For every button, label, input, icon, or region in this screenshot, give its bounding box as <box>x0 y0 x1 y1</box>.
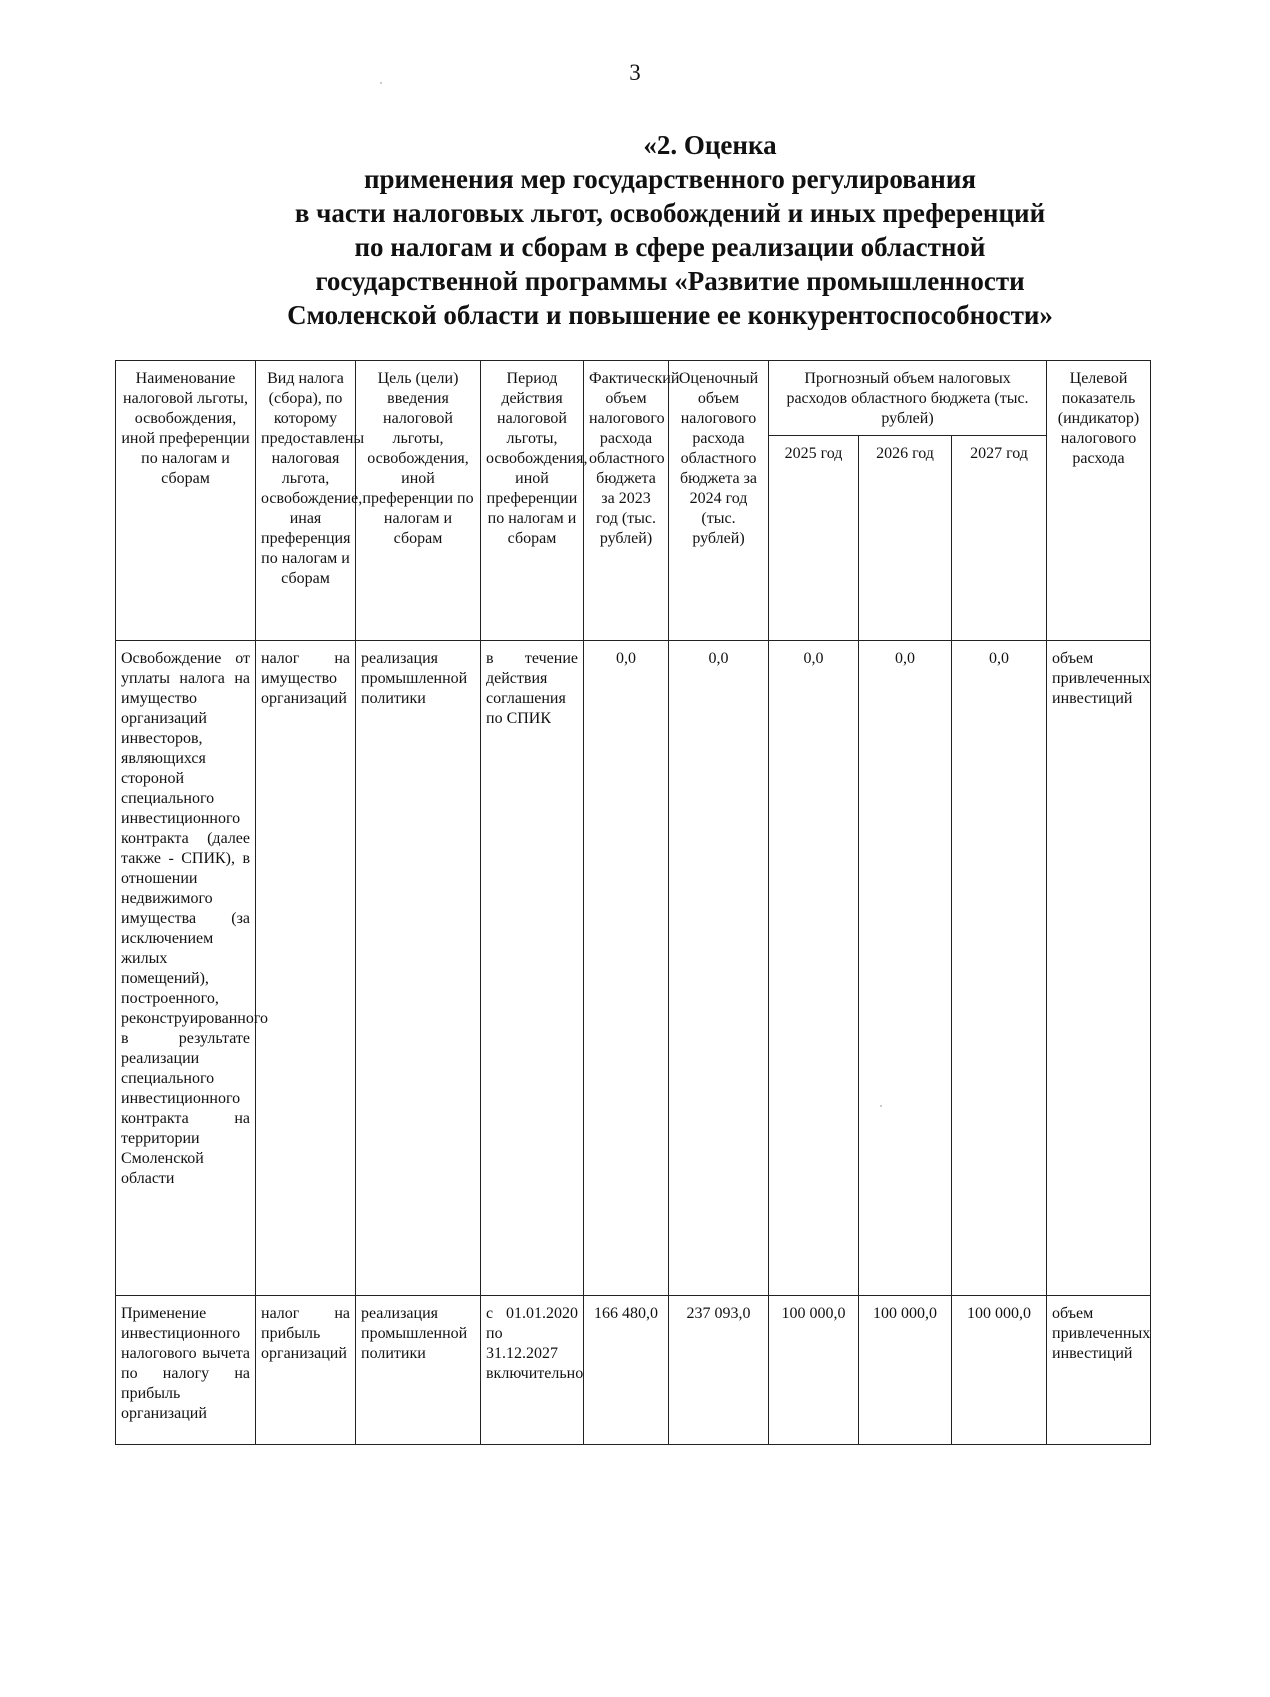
tax-expenditure-table <box>115 360 1151 1445</box>
title-line: применения мер государственного регулирования <box>363 164 977 194</box>
cell-indicator: объем привлеченных инвестиций <box>1047 1296 1151 1445</box>
header-estimated-2024: Оценочный объем налогового расхода областного бюджета за 2024 год (тыс. рублей) <box>669 361 769 641</box>
cell-indicator: объем привлеченных инвестиций <box>1047 641 1151 1296</box>
cell-period: в течение действия соглашения по СПИК <box>481 641 584 1296</box>
page-number: 3 <box>629 60 641 85</box>
cell-2027: 100 000,0 <box>952 1296 1047 1445</box>
scan-speck <box>380 82 382 84</box>
cell-actual: 166 480,0 <box>584 1296 669 1445</box>
cell-tax-type: налог на имущество организаций <box>256 641 356 1296</box>
cell-name: Применение инвестиционного налогового вычета по налогу на прибыль организаций <box>116 1296 256 1445</box>
cell-2026: 0,0 <box>859 641 952 1296</box>
cell-2025: 100 000,0 <box>769 1296 859 1445</box>
cell-name: Освобождение от уплаты налога на имущество организаций инвесторов, являющихся стороной специального инвестиционного контракта (далее также - СПИК), в отношении недвижимого имущества (за исключением жилых помещений), построенного, реконструированного в результате реализации специального инвестиционного контракта на территории Смоленской области <box>116 641 256 1296</box>
cell-2025: 0,0 <box>769 641 859 1296</box>
cell-actual: 0,0 <box>584 641 669 1296</box>
header-name: Наименование налоговой льготы, освобождения, иной преференции по налогам и сборам <box>116 361 256 641</box>
table-row <box>116 1296 1151 1445</box>
header-year-2025: 2025 год <box>769 436 859 641</box>
document-title <box>240 128 1100 332</box>
header-tax-type: Вид налога (сбора), по которому предоставлены налоговая льгота, освобождение, иная преференция по налогам и сборам <box>256 361 356 641</box>
cell-2027: 0,0 <box>952 641 1047 1296</box>
header-year-2027: 2027 год <box>952 436 1047 641</box>
cell-goal: реализация промышленной политики <box>356 1296 481 1445</box>
title-line: в части налоговых льгот, освобождений и иных преференций <box>294 198 1046 228</box>
title-line: «2. Оценка <box>643 130 777 160</box>
cell-estimated: 0,0 <box>669 641 769 1296</box>
title-line: государственной программы «Развитие промышленности <box>315 266 1025 296</box>
header-period: Период действия налоговой льготы, освобождения, иной преференции по налогам и сборам <box>481 361 584 641</box>
header-actual-2023: Фактический объем налогового расхода областного бюджета за 2023 год (тыс. рублей) <box>584 361 669 641</box>
title-line: Смоленской области и повышение ее конкурентоспособности» <box>287 300 1053 330</box>
table-row <box>116 641 1151 1296</box>
header-goal: Цель (цели) введения налоговой льготы, освобождения, иной преференции по налогам и сборам <box>356 361 481 641</box>
scan-speck <box>880 1105 882 1107</box>
cell-2026: 100 000,0 <box>859 1296 952 1445</box>
cell-period: с 01.01.2020 по 31.12.2027 включительно <box>481 1296 584 1445</box>
header-indicator: Целевой показатель (индикатор) налогового расхода <box>1047 361 1151 641</box>
title-line: по налогам и сборам в сфере реализации областной <box>354 232 986 262</box>
cell-goal: реализация промышленной политики <box>356 641 481 1296</box>
cell-tax-type: налог на прибыль организаций <box>256 1296 356 1445</box>
header-year-2026: 2026 год <box>859 436 952 641</box>
cell-estimated: 237 093,0 <box>669 1296 769 1445</box>
header-forecast: Прогнозный объем налоговых расходов областного бюджета (тыс. рублей) <box>769 361 1047 436</box>
